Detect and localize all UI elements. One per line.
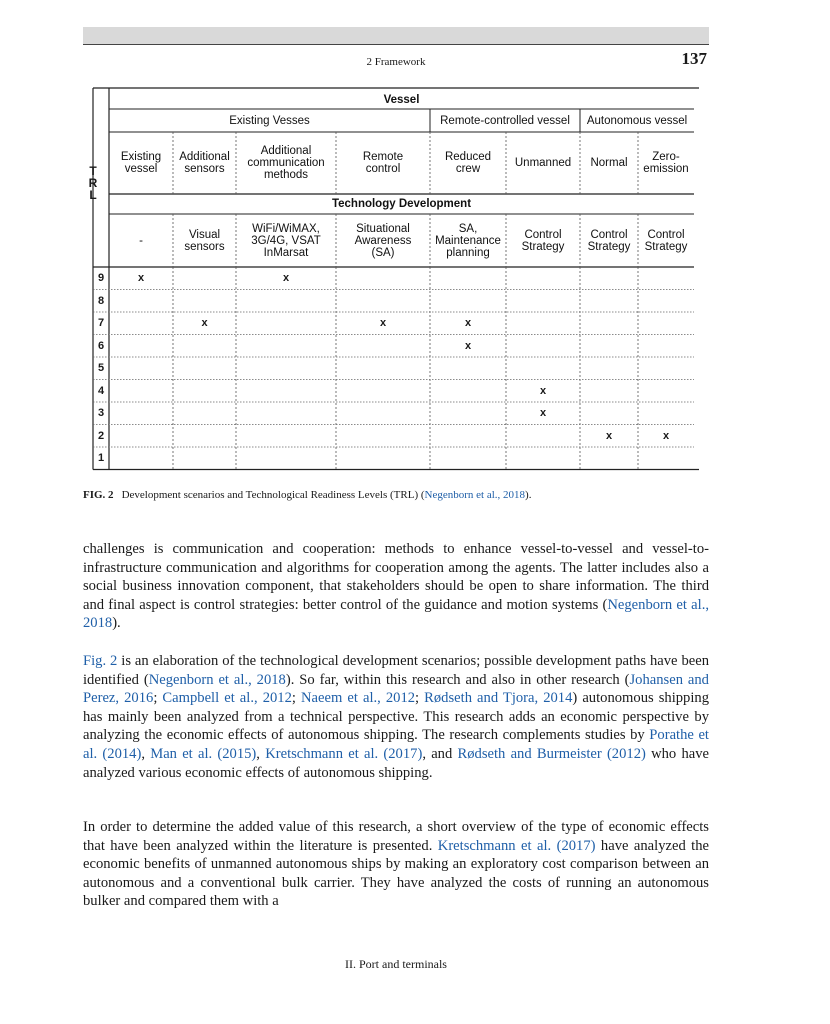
technology-label-line: Maintenance (435, 234, 501, 247)
trl-level-number: 7 (97, 317, 105, 330)
technology-label-line: WiFi/WiMAX, (252, 222, 320, 235)
technology-label (251, 223, 320, 259)
citation-link[interactable]: Rødseth and Tjora, 2014 (424, 690, 573, 707)
citation-link[interactable]: Fig. 2 (83, 653, 118, 669)
scenario-label-line: methods (263, 169, 309, 181)
trl-level-number: 2 (97, 429, 105, 442)
trl-mark: x (662, 429, 670, 442)
trl-mark: x (137, 272, 145, 285)
technology-label-line: Strategy (521, 240, 565, 253)
paragraph-fig2 (83, 652, 709, 782)
trl-mark: x (464, 317, 472, 330)
technology-label-line: Awareness (354, 234, 412, 247)
trl-mark: x (201, 317, 208, 330)
citation-link[interactable]: Porathe et al. (2014) (83, 727, 709, 762)
scenario-label (363, 151, 403, 175)
trl-table-grid (83, 84, 709, 484)
scenario-label-line: Normal (590, 157, 628, 169)
header-rule (83, 44, 709, 45)
paragraph-text: ). (112, 615, 121, 632)
scenario-group-label: Remote-controlled vessel (440, 114, 570, 127)
paragraph-text: In order to determine the added value of this research, a short overview of the type of economic effects that have been analyzed within the literature is presented. (83, 819, 709, 854)
paragraph-added-value (83, 818, 709, 911)
paragraph-text: , and (422, 745, 458, 762)
scenario-label-line: Additional (260, 145, 312, 157)
trl-mark: x (539, 407, 547, 420)
scenario-label (179, 151, 230, 175)
section-title: 2 Framework (366, 56, 426, 68)
technology-label-line: Situational (356, 222, 410, 235)
technology-label-line: Control (524, 228, 562, 241)
scenario-label-line: Reduced (444, 151, 492, 163)
scenario-label (121, 151, 161, 175)
scenario-label (445, 151, 491, 175)
trl-level-number: 6 (97, 339, 105, 352)
trl-level-number: 4 (97, 384, 105, 397)
paragraph-text: who have analyzed various economic effects of autonomous shipping. (83, 745, 710, 781)
paragraph-text: is an elaboration of the technological development scenarios; possible development paths have been identified ( (83, 653, 709, 688)
figure-caption (83, 489, 709, 501)
technology-label-line: SA, (458, 222, 478, 235)
paragraph-text: , (141, 745, 151, 762)
scenario-label-line: emission (643, 163, 689, 175)
paragraph-text: have analyzed the economic benefits of unmanned autonomous ships by making an exploratory cost comparison between an autonomous and a conventional bulk carrier. They have analyzed the costs of running an autonomous bulker and compared them with a (83, 837, 710, 910)
technology-label (645, 229, 688, 253)
citation-link[interactable]: Kretschmann et al. (2017) (265, 745, 423, 762)
technology-label (522, 229, 565, 253)
paragraph-text: ) autonomous shipping has mainly been analyzed from a technical perspective. This research adds an economic perspective by analyzing the economic effects of autonomous shipping. The research complements studies by (83, 690, 709, 744)
technology-label-line: InMarsat (263, 246, 309, 259)
citation-link[interactable]: Man et al. (2015) (150, 745, 257, 762)
paragraph-text: ; (415, 690, 425, 707)
citation-link[interactable]: Naeem et al., 2012 (301, 690, 416, 707)
scenario-label-line: Remote (362, 151, 404, 163)
scenario-label (247, 145, 324, 181)
page-number: 137 (681, 49, 707, 68)
trl-mark: x (282, 272, 290, 285)
trl-letter: L (89, 188, 97, 202)
top-gray-bar (83, 27, 709, 44)
paragraph-text: ). So far, within this research and also in other research ( (285, 671, 630, 688)
citation-link[interactable]: Rødseth and Burmeister (2012) (457, 745, 646, 762)
technology-label-line: Strategy (644, 240, 688, 253)
trl-level-number: 8 (97, 294, 105, 307)
technology-label-line: Control (647, 228, 685, 241)
scenario-label (515, 157, 571, 169)
caption-text: Development scenarios and Technological Readiness Levels (TRL) ( (121, 489, 425, 501)
running-header (83, 49, 709, 72)
trl-letter: T (89, 164, 97, 178)
citation-link[interactable]: Campbell et al., 2012 (162, 690, 292, 707)
scenario-label-line: vessel (124, 163, 158, 175)
technology-label-line: (SA) (371, 246, 395, 259)
technology-label-line: Strategy (587, 240, 631, 253)
scenario-label-line: sensors (184, 163, 225, 175)
trl-mark: x (379, 317, 387, 330)
technology-label-line: sensors (184, 240, 225, 253)
trl-level-number: 9 (97, 272, 105, 285)
technology-label (588, 229, 631, 253)
technology-label-line: - (139, 234, 143, 247)
vessel-header: Vessel (383, 93, 420, 106)
citation-link[interactable]: Kretschmann et al. (2017) (437, 837, 596, 854)
scenario-label-line: communication (247, 157, 325, 169)
technology-label-line: planning (446, 246, 490, 259)
page-footer: II. Port and terminals (345, 957, 447, 971)
technology-label (139, 235, 143, 247)
technology-label-line: Control (590, 228, 628, 241)
technology-label-line: Visual (188, 228, 221, 241)
technology-label (435, 223, 501, 259)
trl-letter: R (88, 176, 98, 190)
trl-mark: x (605, 429, 613, 442)
caption-end: ). (525, 489, 532, 501)
technology-label (184, 229, 224, 253)
trl-figure (83, 84, 709, 484)
paragraph-challenges (83, 540, 709, 633)
scenario-label-line: control (365, 163, 401, 175)
scenario-label-line: Additional (179, 151, 230, 163)
paragraph-text: challenges is communication and cooperation: methods to enhance vessel-to-vessel and vessel-to-infrastructure communication and algorithms for cooperation among the agents. The latter includes also a social business innovation component, that stakeholders should be open to share information. The third and final aspect is control strategies: better control of the guidance and motion systems ( (83, 541, 709, 613)
caption-label: FIG. 2 (83, 489, 114, 501)
trl-level-number: 1 (97, 452, 105, 465)
scenario-label-line: Unmanned (514, 157, 572, 169)
scenario-label-line: Zero- (652, 151, 680, 163)
trl-mark: x (464, 339, 472, 352)
paragraph-text: , (256, 745, 266, 762)
scenario-label-line: Existing (120, 151, 162, 163)
paragraph-text: ; (153, 690, 163, 707)
citation-link[interactable]: Negenborn et al., 2018 (148, 671, 286, 688)
citation-link[interactable]: Negenborn et al., 2018 (83, 596, 710, 632)
scenario-label (643, 151, 688, 175)
trl-level-number: 5 (97, 362, 105, 375)
scenario-group-label: Existing Vesses (229, 114, 310, 127)
trl-mark: x (539, 384, 547, 397)
scenario-group-label: Autonomous vessel (586, 114, 688, 127)
citation-link[interactable]: Johansen and Perez, 2016 (83, 671, 709, 707)
scenario-label (590, 157, 627, 169)
trl-level-number: 3 (97, 407, 105, 420)
technology-label (355, 223, 412, 259)
paragraph-text: ; (291, 690, 301, 707)
technology-label-line: 3G/4G, VSAT (251, 234, 321, 247)
technology-development-header: Technology Development (331, 198, 472, 210)
scenario-label-line: crew (455, 163, 481, 175)
caption-citation[interactable]: Negenborn et al., 2018 (424, 489, 526, 501)
